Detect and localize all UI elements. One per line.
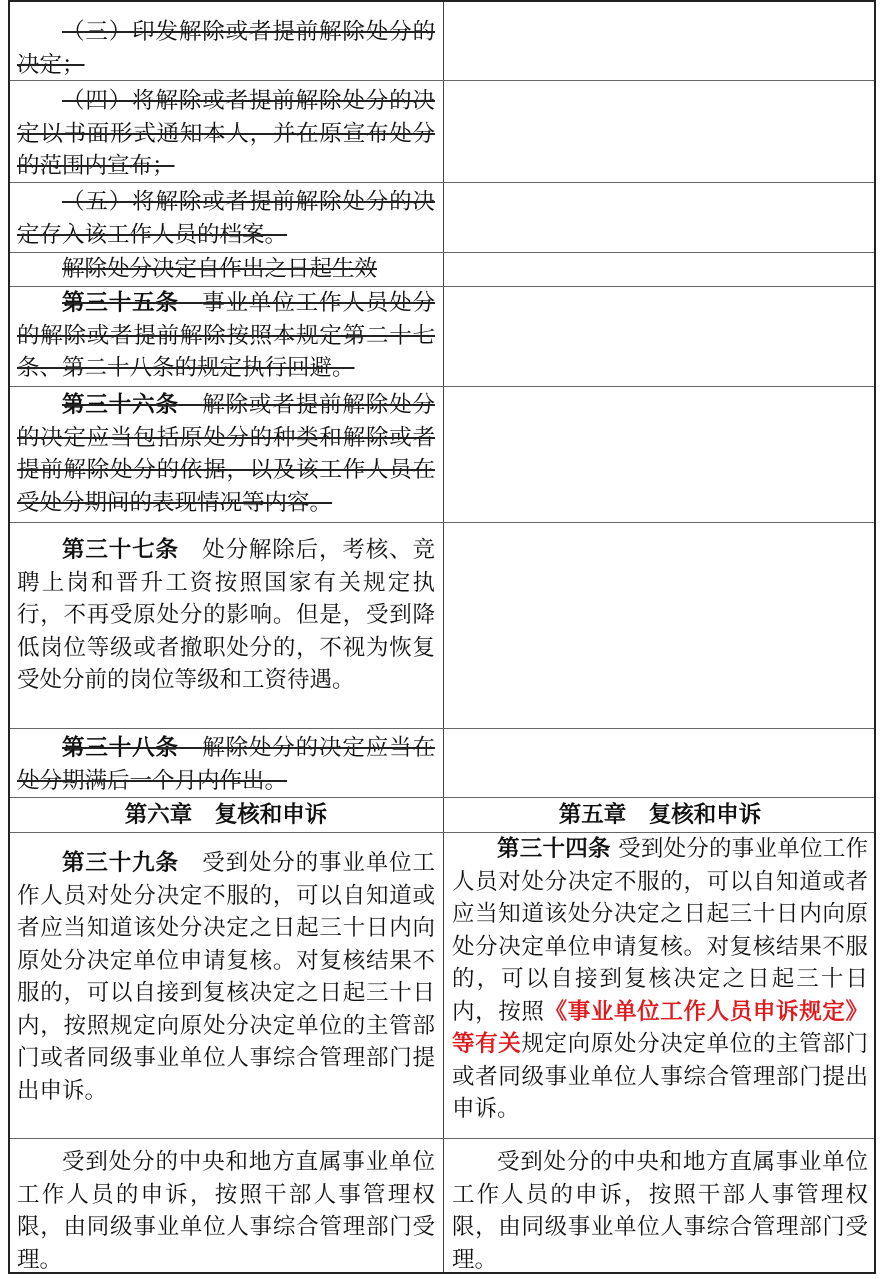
revised-article bbox=[452, 833, 868, 1126]
article-text: 受到处分的事业单位工作人员对处分决定不服的，可以自知道或者应当知道该处分决定之日起三十日内向原处分决定单位申请复核。对复核结果不服的，可以自接到复核决定之日起三十日内，按照规定向原处分决定单位的主管部门或者同级事业单位人事综合管理部门提出申诉。 bbox=[17, 850, 435, 1104]
new-text-cell bbox=[444, 1139, 876, 1276]
article-number: 第三十八条 bbox=[62, 735, 179, 761]
article-number: 第三十六条 bbox=[62, 392, 179, 418]
old-text-cell bbox=[10, 1139, 443, 1276]
deleted-clause: （四）将解除或者提前解除处分的决定以书面形式通知本人，并在原宣布处分的范围内宣布； bbox=[17, 88, 435, 179]
comparison-table bbox=[8, 0, 876, 1274]
table-row bbox=[10, 253, 874, 287]
article-number: 第三十七条 bbox=[62, 537, 179, 563]
new-text-cell bbox=[444, 833, 876, 1138]
chapter-heading: 第五章 复核和申诉 bbox=[558, 802, 762, 828]
old-text-cell bbox=[10, 2, 443, 80]
old-text-cell bbox=[10, 729, 443, 797]
table-row bbox=[10, 387, 874, 523]
new-text-cell bbox=[444, 81, 876, 182]
table-row bbox=[10, 183, 874, 253]
deleted-article bbox=[17, 287, 435, 385]
new-text-cell bbox=[444, 287, 876, 386]
old-text-cell bbox=[10, 253, 443, 286]
article-number: 第三十九条 bbox=[62, 850, 179, 876]
deleted-clause: （三）印发解除或者提前解除处分的决定； bbox=[17, 19, 435, 78]
new-text-cell bbox=[444, 183, 876, 252]
old-text-cell bbox=[10, 833, 443, 1138]
old-text-cell bbox=[10, 387, 443, 522]
new-text-cell bbox=[444, 798, 876, 832]
new-text-cell bbox=[444, 729, 876, 797]
article-number: 第三十五条 bbox=[62, 290, 179, 316]
deleted-article bbox=[17, 389, 435, 519]
old-text-cell bbox=[10, 183, 443, 252]
retained-article bbox=[17, 534, 435, 697]
article-text: 解除处分的决定应当在处分期满后一个月内作出。 bbox=[17, 735, 435, 794]
table-row bbox=[10, 81, 874, 183]
new-text-cell bbox=[444, 387, 876, 522]
chapter-heading: 第六章 复核和申诉 bbox=[124, 802, 328, 828]
table-row bbox=[10, 798, 874, 833]
article-text: 事业单位工作人员处分的解除或者提前解除按照本规定第二十七条、第二十八条的规定执行回避。 bbox=[17, 290, 435, 381]
revised-paragraph: 受到处分的中央和地方直属事业单位工作人员的申诉，按照干部人事管理权限，由同级事业单位人事综合管理部门受理。 bbox=[452, 1149, 868, 1273]
table-row bbox=[10, 833, 874, 1139]
article-text: 解除或者提前解除处分的决定应当包括原处分的种类和解除或者提前解除处分的依据，以及该工作人员在受处分期间的表现情况等内容。 bbox=[17, 392, 435, 516]
table-row bbox=[10, 523, 874, 729]
table-row bbox=[10, 2, 874, 81]
deleted-article bbox=[17, 732, 435, 797]
article-number: 第三十四条 bbox=[497, 836, 611, 862]
article-text: 处分解除后，考核、竞聘上岗和晋升工资按照国家有关规定执行，不再受原处分的影响。但是，受到降低岗位等级或者撤职处分的，不视为恢复受处分前的岗位等级和工资待遇。 bbox=[17, 537, 435, 693]
article-text: 受到处分的事业单位工作人员对处分决定不服的，可以自知道或者应当知道该处分决定之日起三十日内向原处分决定单位申请复核。对复核结果不服的，可以自接到复核决定之日起三十日内，按照 bbox=[452, 836, 868, 1025]
deleted-clause: 解除处分决定自作出之日起生效 bbox=[62, 256, 378, 282]
retained-paragraph: 受到处分的中央和地方直属事业单位工作人员的申诉，按照干部人事管理权限，由同级事业单位人事综合管理部门受理。 bbox=[17, 1149, 435, 1273]
added-text-highlight: 《事业单位工作人员申诉规定》等有关 bbox=[452, 998, 868, 1057]
article-text-continued: 规定向原处分决定单位的主管部门或者同级事业单位人事综合管理部门提出申诉。 bbox=[452, 1031, 868, 1122]
old-text-cell bbox=[10, 798, 443, 832]
table-row bbox=[10, 287, 874, 387]
new-text-cell bbox=[444, 523, 876, 728]
deleted-clause: （五）将解除或者提前解除处分的决定存入该工作人员的档案。 bbox=[17, 189, 435, 248]
new-text-cell bbox=[444, 2, 876, 80]
old-text-cell bbox=[10, 287, 443, 386]
table-row bbox=[10, 1139, 874, 1276]
old-text-cell bbox=[10, 81, 443, 182]
table-row bbox=[10, 729, 874, 798]
new-text-cell bbox=[444, 253, 876, 286]
old-text-cell bbox=[10, 523, 443, 728]
retained-article bbox=[17, 847, 435, 1107]
